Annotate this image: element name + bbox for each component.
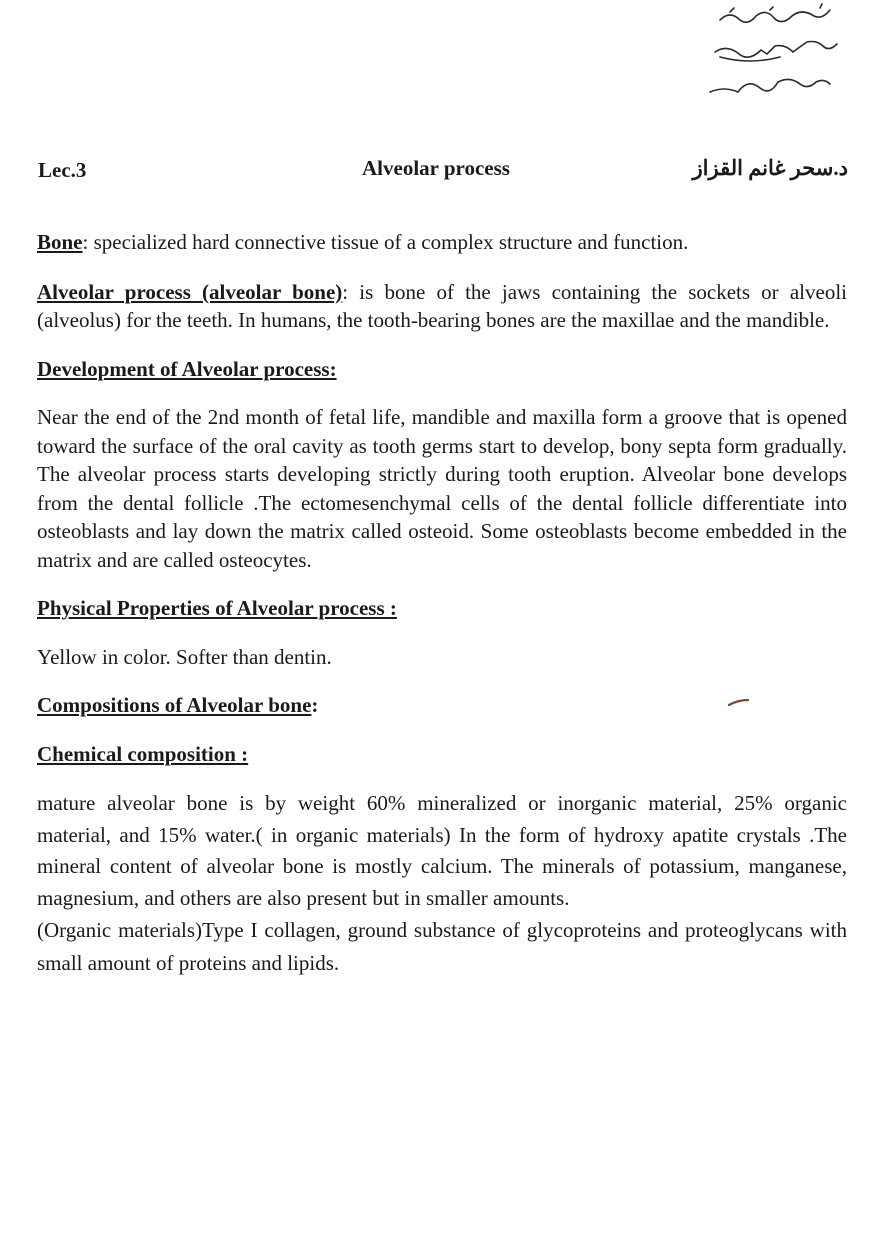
alveolar-text: : is bone of the jaws containing the sockets or alveoli (alveolus) for the teeth. In humans, the tooth-bearing bones are the maxillae and the mandible. xyxy=(37,279,847,332)
compositions-heading-label: Compositions of Alveolar bone xyxy=(37,693,312,717)
document-header xyxy=(38,156,848,186)
author-name: د.سحر غانم القزاز xyxy=(692,156,848,180)
bone-text: : specialized hard connective tissue of a complex structure and function. xyxy=(82,230,689,254)
alveolar-label: Alveolar process (alveolar bone) xyxy=(37,279,343,304)
alveolar-definition xyxy=(37,278,847,335)
physical-heading: Physical Properties of Alveolar process : xyxy=(37,596,397,620)
pen-mark xyxy=(728,698,750,708)
chemical-text: mature alveolar bone is by weight 60% mineralized or inorganic material, 25% organic material, and 15% water.( in organic materials) In the form of hydroxy apatite crystals .The mineral content of alveolar bone is mostly calcium. The minerals of potassium, manganese, magnesium, and others are also present but in smaller amounts. xyxy=(37,791,847,910)
lecture-number: Lec.3 xyxy=(38,158,87,182)
development-text: Near the end of the 2nd month of fetal life, mandible and maxilla form a groove that is opened toward the surface of the oral cavity as tooth germs start to develop, bony septa form gradually. The alveolar process starts developing strictly during tooth eruption. Alveolar bone develops from the dental follicle .The ectomesenchymal cells of the dental follicle differentiate into osteoblasts and lay down the matrix called osteoid. Some osteoblasts become embedded in the matrix and are called osteocytes. xyxy=(37,405,847,572)
bone-definition xyxy=(37,228,847,257)
organic-text: (Organic materials)Type I collagen, ground substance of glycoproteins and proteoglycans with small amount of proteins and lipids. xyxy=(37,918,847,975)
compositions-heading xyxy=(37,691,847,720)
chemical-heading: Chemical composition : xyxy=(37,741,249,766)
development-heading: Development of Alveolar process: xyxy=(37,356,337,381)
document-body xyxy=(37,228,847,980)
handwritten-note xyxy=(700,2,870,102)
bone-label: Bone xyxy=(37,230,83,254)
physical-text: Yellow in color. Softer than dentin. xyxy=(37,644,332,669)
lecture-title: Alveolar process xyxy=(362,156,510,180)
compositions-heading-suffix: : xyxy=(311,693,319,717)
